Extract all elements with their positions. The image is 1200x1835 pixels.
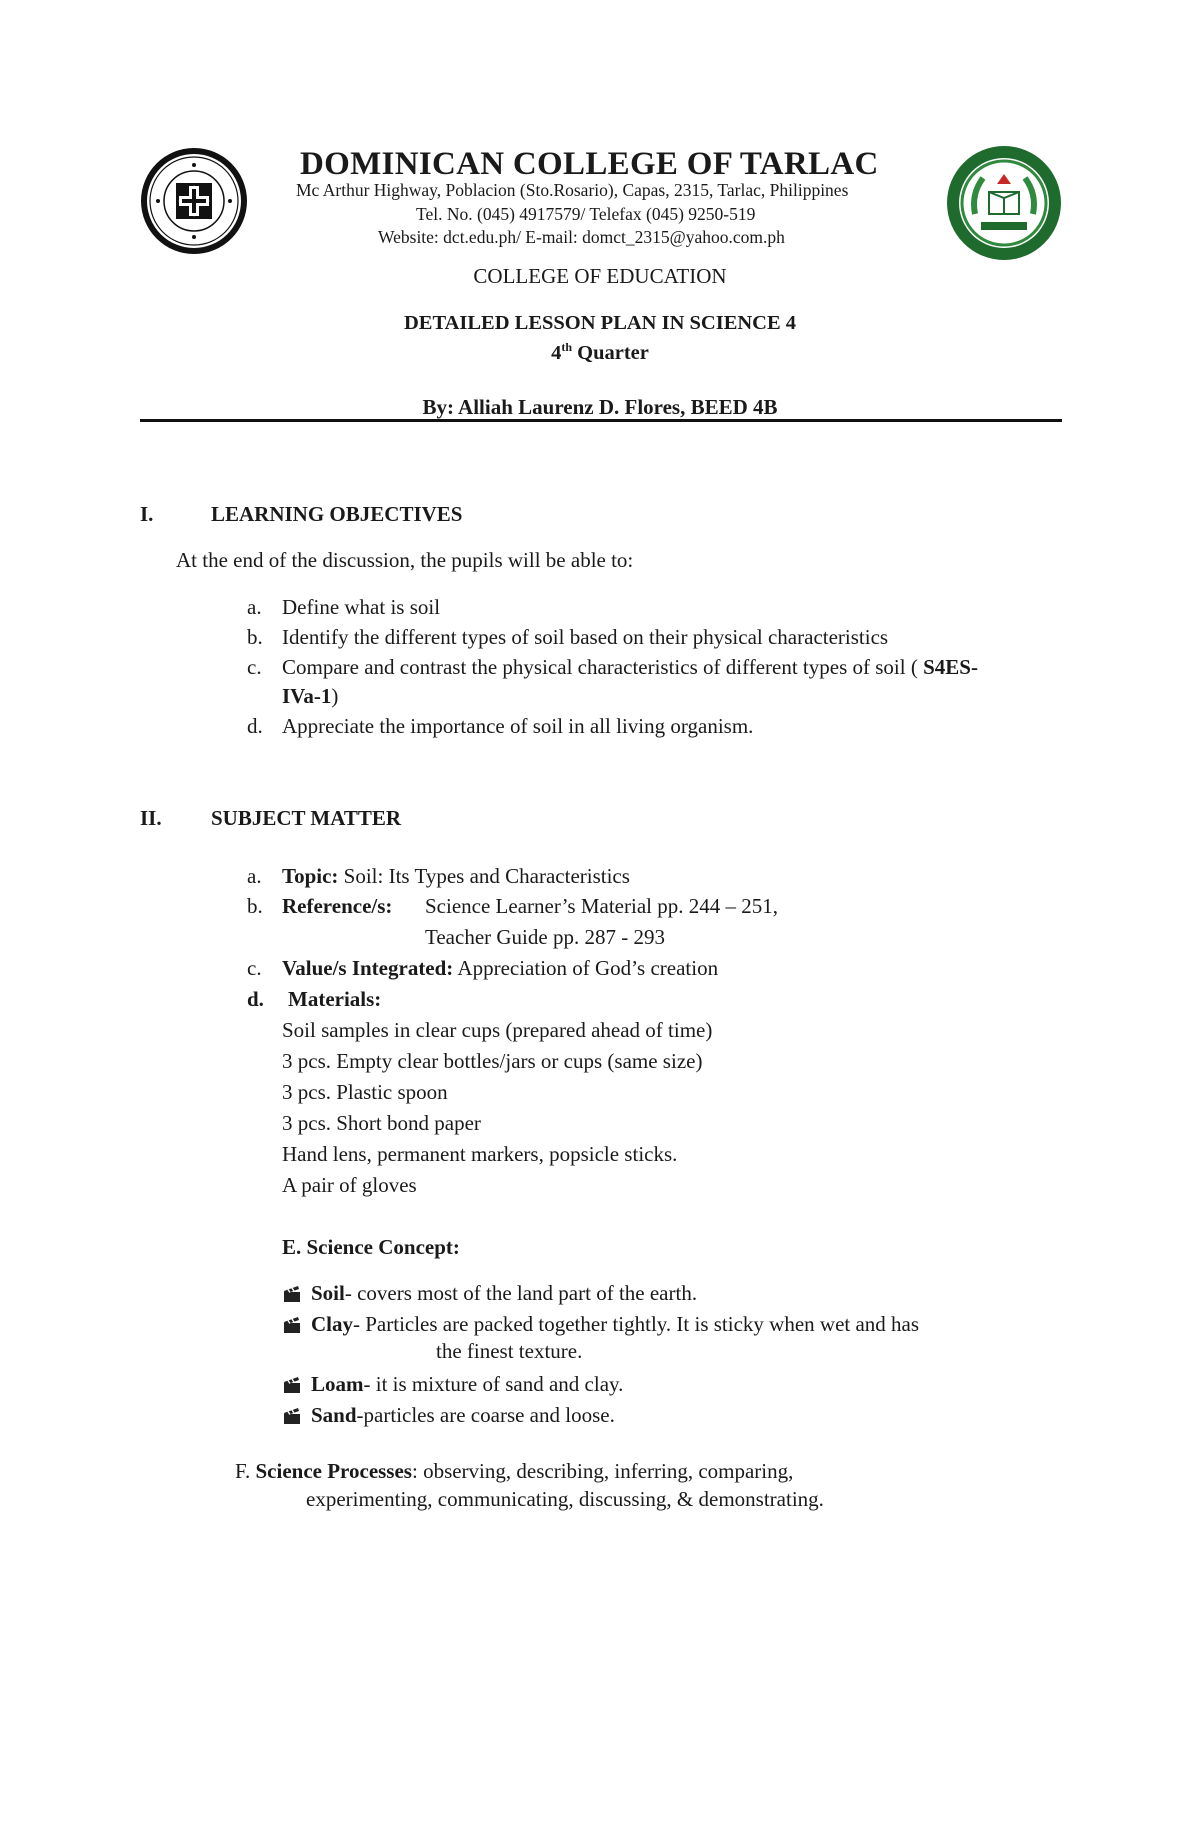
topic-value: Soil: Its Types and Characteristics	[338, 864, 630, 888]
department-name: COLLEGE OF EDUCATION	[473, 264, 727, 288]
material-item-5: Hand lens, permanent markers, popsicle sticks.	[282, 1142, 678, 1166]
science-processes-line-2: experimenting, communicating, discussing, & demonstrating.	[306, 1487, 824, 1511]
objective-c-code: S4ES-	[923, 655, 978, 679]
objective-d-marker: d.	[247, 714, 263, 738]
values-label: Value/s Integrated:	[282, 956, 454, 980]
values-value: Appreciation of God’s creation	[453, 956, 719, 980]
objectives-intro: At the end of the discussion, the pupils will be able to:	[176, 548, 634, 572]
objective-d: Appreciate the importance of soil in all living organism.	[282, 714, 754, 738]
material-item-2: 3 pcs. Empty clear bottles/jars or cups (same size)	[282, 1049, 703, 1073]
college-address: Mc Arthur Highway, Poblacion (Sto.Rosario), Capas, 2315, Tarlac, Philippines	[296, 180, 849, 200]
lesson-plan-title: DETAILED LESSON PLAN IN SCIENCE 4	[403, 312, 797, 334]
author-line: By: Alliah Laurenz D. Flores, BEED 4B	[422, 395, 778, 419]
concept-sand-term: Sand	[311, 1403, 357, 1427]
material-item-6: A pair of gloves	[282, 1173, 417, 1197]
concept-loam-text: - it is mixture of sand and clay.	[363, 1372, 624, 1396]
section-2-number: II.	[140, 806, 162, 830]
processes-label: Science Processes	[255, 1459, 412, 1483]
materials-label: Materials:	[288, 987, 382, 1011]
reference-marker: b.	[247, 894, 263, 918]
objective-b: Identify the different types of soil based on their physical characteristics	[282, 625, 889, 649]
science-processes-line-1	[235, 1459, 793, 1484]
concept-soil-text: - covers most of the land part of the earth.	[344, 1281, 698, 1305]
concept-loam-term: Loam	[311, 1372, 364, 1396]
concept-sand-text: -particles are coarse and loose.	[356, 1403, 615, 1427]
college-name: DOMINICAN COLLEGE OF TARLAC	[300, 146, 879, 182]
processes-prefix: F.	[235, 1459, 256, 1483]
college-phone: Tel. No. (045) 4917579/ Telefax (045) 9250-519	[416, 204, 756, 224]
concept-clay-text: - Particles are packed together tightly. It is sticky when wet and has	[353, 1312, 920, 1336]
section-1-title: LEARNING OBJECTIVES	[211, 502, 463, 526]
quarter-suffix: th	[561, 340, 573, 354]
quarter-label	[140, 340, 1060, 365]
clapperboard-bullet-icon	[282, 1315, 302, 1335]
values-line	[282, 956, 718, 981]
quarter-word: Quarter	[572, 341, 649, 364]
section-2-title: SUBJECT MATTER	[211, 806, 402, 830]
objective-a-marker: a.	[247, 595, 262, 619]
concept-clay-text-2: the finest texture.	[436, 1339, 583, 1363]
concept-soil	[311, 1281, 697, 1306]
section-1-number: I.	[140, 502, 154, 526]
processes-text-1: : observing, describing, inferring, comparing,	[411, 1459, 794, 1483]
topic-line	[282, 864, 630, 889]
science-concept-heading: E. Science Concept:	[282, 1235, 460, 1259]
objective-c-close: )	[331, 684, 339, 708]
reference-value-2: Teacher Guide pp. 287 - 293	[425, 925, 665, 949]
objective-b-marker: b.	[247, 625, 263, 649]
dominican-college-seal-icon	[139, 146, 249, 256]
concept-clay	[311, 1312, 919, 1337]
clapperboard-bullet-icon	[282, 1406, 302, 1426]
concept-clay-term: Clay	[311, 1312, 353, 1336]
college-website: Website: dct.edu.ph/ E-mail: domct_2315@yahoo.com.ph	[378, 227, 785, 247]
concept-loam	[311, 1372, 623, 1397]
concept-soil-term: Soil	[311, 1281, 345, 1305]
objective-c-code-rest: IVa-1	[282, 684, 332, 708]
objective-c-text: Compare and contrast the physical characteristics of different types of soil (	[282, 655, 924, 679]
topic-label: Topic:	[282, 864, 339, 888]
objective-c	[282, 655, 978, 680]
material-item-3: 3 pcs. Plastic spoon	[282, 1080, 448, 1104]
objective-c-continued	[282, 684, 338, 709]
reference-value-1: Science Learner’s Material pp. 244 – 251,	[425, 894, 778, 918]
values-marker: c.	[247, 956, 262, 980]
material-item-1: Soil samples in clear cups (prepared ahead of time)	[282, 1018, 713, 1042]
objective-c-marker: c.	[247, 655, 262, 679]
reference-label: Reference/s:	[282, 894, 393, 918]
clapperboard-bullet-icon	[282, 1284, 302, 1304]
materials-marker: d.	[247, 987, 264, 1011]
objective-a: Define what is soil	[282, 595, 441, 619]
college-of-education-seal-icon	[945, 144, 1063, 262]
header-divider	[140, 419, 1062, 422]
quarter-number: 4	[551, 341, 562, 364]
topic-marker: a.	[247, 864, 262, 888]
concept-sand	[311, 1403, 615, 1428]
clapperboard-bullet-icon	[282, 1375, 302, 1395]
material-item-4: 3 pcs. Short bond paper	[282, 1111, 481, 1135]
